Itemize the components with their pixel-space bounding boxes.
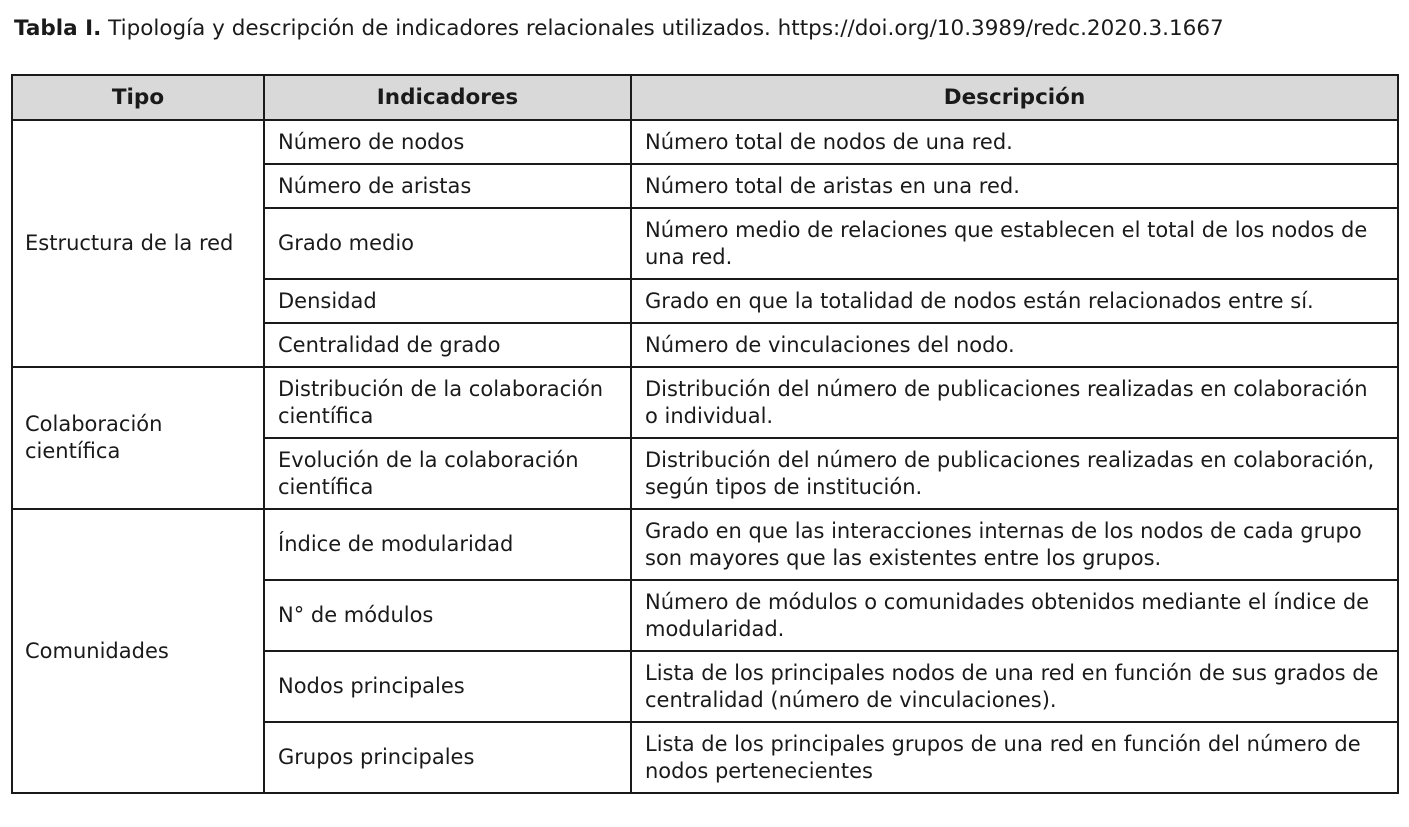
descripcion-cell: Grado en que la totalidad de nodos están relacionados entre sí. — [631, 279, 1398, 323]
header-tipo: Tipo — [12, 75, 264, 120]
indicador-cell: N° de módulos — [264, 580, 631, 651]
indicador-cell: Índice de modularidad — [264, 509, 631, 580]
header-indicadores: Indicadores — [264, 75, 631, 120]
indicador-cell: Evolución de la colaboración científica — [264, 438, 631, 509]
header-descripcion: Descripción — [631, 75, 1398, 120]
indicador-cell: Nodos principales — [264, 651, 631, 722]
indicador-cell: Número de nodos — [264, 120, 631, 164]
descripcion-cell: Lista de los principales grupos de una red en función del número de nodos pertenecientes — [631, 722, 1398, 793]
descripcion-cell: Número total de nodos de una red. — [631, 120, 1398, 164]
table-row — [12, 509, 1398, 580]
descripcion-cell: Número total de aristas en una red. — [631, 164, 1398, 208]
indicador-cell: Centralidad de grado — [264, 323, 631, 367]
descripcion-cell: Número de vinculaciones del nodo. — [631, 323, 1398, 367]
indicador-cell: Grupos principales — [264, 722, 631, 793]
descripcion-cell: Número de módulos o comunidades obtenidos mediante el índice de modularidad. — [631, 580, 1398, 651]
tipo-cell: Estructura de la red — [12, 120, 264, 367]
tipo-cell: Colaboración científica — [12, 367, 264, 509]
header-row — [12, 75, 1398, 120]
indicador-cell: Grado medio — [264, 208, 631, 279]
descripcion-cell: Lista de los principales nodos de una red en función de sus grados de centralidad (número de vinculaciones). — [631, 651, 1398, 722]
indicador-cell: Número de aristas — [264, 164, 631, 208]
descripcion-cell: Grado en que las interacciones internas de los nodos de cada grupo son mayores que las existentes entre los grupos. — [631, 509, 1398, 580]
descripcion-cell: Número medio de relaciones que establecen el total de los nodos de una red. — [631, 208, 1398, 279]
descripcion-cell: Distribución del número de publicaciones realizadas en colaboración o individual. — [631, 367, 1398, 438]
descripcion-cell: Distribución del número de publicaciones realizadas en colaboración, según tipos de institución. — [631, 438, 1398, 509]
table-row — [12, 120, 1398, 164]
caption-text: Tipología y descripción de indicadores relacionales utilizados. https://doi.org/10.3989/redc.2020.3.1667 — [101, 16, 1224, 41]
table-row — [12, 367, 1398, 438]
indicators-table — [11, 74, 1399, 794]
caption-label: Tabla I. — [14, 16, 102, 41]
indicador-cell: Distribución de la colaboración científica — [264, 367, 631, 438]
tipo-cell: Comunidades — [12, 509, 264, 793]
table-caption — [14, 14, 1224, 44]
indicador-cell: Densidad — [264, 279, 631, 323]
